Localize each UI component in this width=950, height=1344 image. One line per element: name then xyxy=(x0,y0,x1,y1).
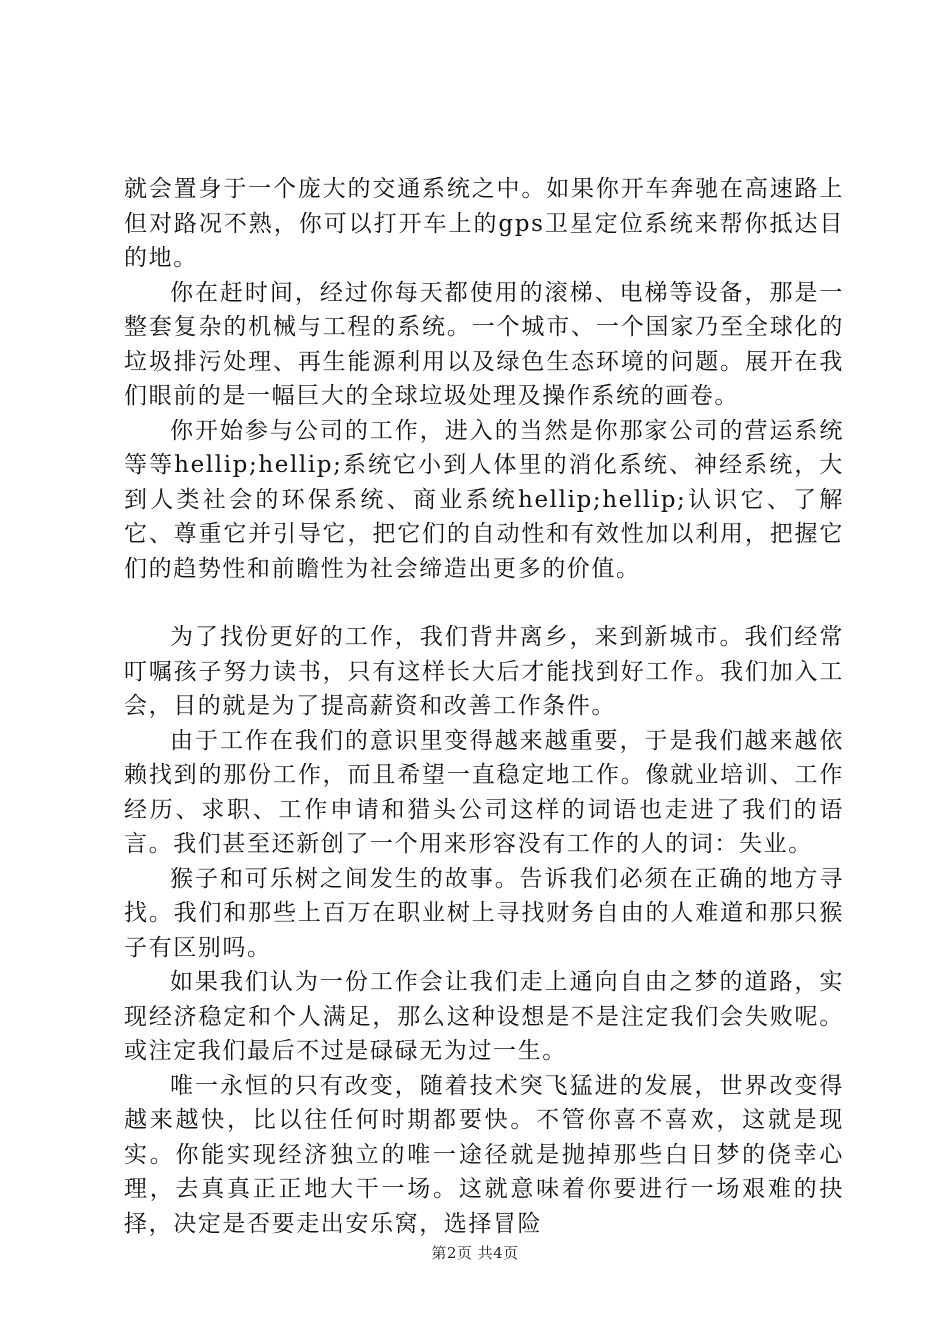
paragraph: 如果我们认为一份工作会让我们走上通向自由之梦的道路，实现经济稳定和个人满足，那么这种设想是不是注定我们会失败呢。或注定我们最后不过是碌碌无为过一生。 xyxy=(124,969,844,1064)
paragraph: 猴子和可乐树之间发生的故事。告诉我们必须在正确的地方寻找。我们和那些上百万在职业树上寻找财务自由的人难道和那只猴子有区别吗。 xyxy=(124,865,844,961)
paragraph: 你开始参与公司的工作，进入的当然是你那家公司的营运系统等等hellip;hellip;系统它小到人体里的消化系统、神经系统，大到人类社会的环保系统、商业系统hellip;hellip;认识它、了解它、尊重它并引导它，把它们的自动性和有效性加以利用，把握它们的趋势性和前瞻性为社会缔造出更多的价值。 xyxy=(124,417,844,582)
paragraph: 就会置身于一个庞大的交通系统之中。如果你开车奔驰在高速路上但对路况不熟，你可以打开车上的gps卫星定位系统来帮你抵达目的地。 xyxy=(124,176,844,271)
paragraph: 为了找份更好的工作，我们背井离乡，来到新城市。我们经常叮嘱孩子努力读书，只有这样长大后才能找到好工作。我们加入工会，目的就是为了提高薪资和改善工作条件。 xyxy=(124,624,844,719)
page-footer: 第2页 共4页 xyxy=(431,1244,519,1262)
paragraph: 你在赶时间，经过你每天都使用的滚梯、电梯等设备，那是一整套复杂的机械与工程的系统。一个城市、一个国家乃至全球化的垃圾排污处理、再生能源利用以及绿色生态环境的问题。展开在我们眼前的是一幅巨大的全球垃圾处理及操作系统的画卷。 xyxy=(124,279,844,409)
document-body xyxy=(124,172,844,1241)
section-gap xyxy=(124,586,844,620)
paragraph: 由于工作在我们的意识里变得越来越重要，于是我们越来越依赖找到的那份工作，而且希望一直稳定地工作。像就业培训、工作经历、求职、工作申请和猎头公司这样的词语也走进了我们的语言。我们甚至还新创了一个用来形容没有工作的人的词：失业。 xyxy=(124,727,844,857)
paragraph: 唯一永恒的只有改变，随着技术突飞猛进的发展，世界改变得越来越快，比以往任何时期都要快。不管你喜不喜欢，这就是现实。你能实现经济独立的唯一途径就是抛掉那些白日梦的侥幸心理，去真真正正地大干一场。这就意味着你要进行一场艰难的抉择，决定是否要走出安乐窝，选择冒险 xyxy=(124,1072,844,1237)
